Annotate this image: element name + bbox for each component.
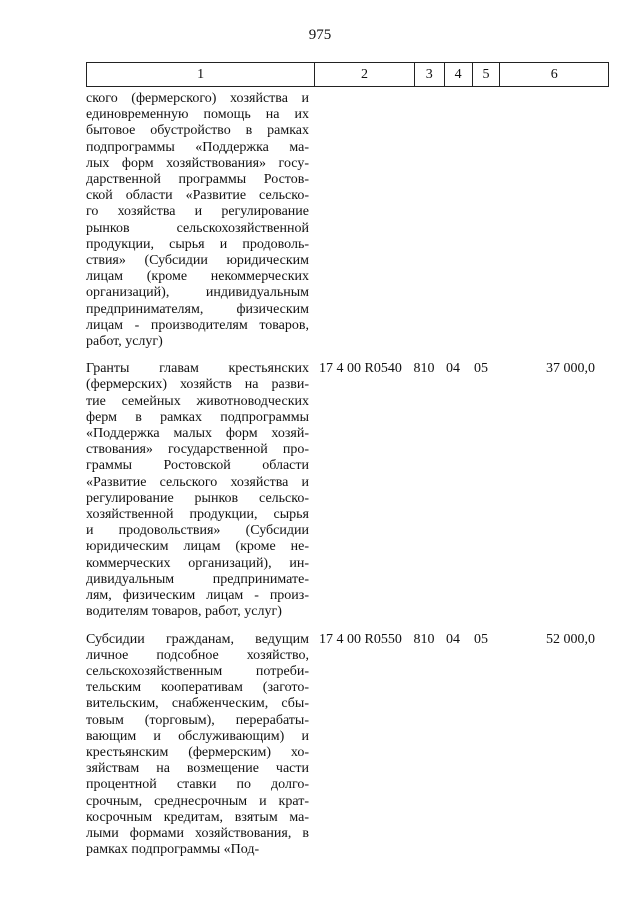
amount-value: [495, 91, 603, 350]
description-line: рамках подпрограммы «Под-: [86, 842, 260, 858]
description-line: срочным, среднесрочным и крат-: [86, 793, 309, 809]
subsection-code: 05: [474, 631, 488, 647]
description-line: ствования» государственной про-: [86, 442, 309, 458]
description-line: «Поддержка малых форм хозяй-: [86, 426, 309, 442]
description-line: бытовое обустройство в рамках: [86, 123, 309, 139]
description-line: лых форм хозяйствования» госу-: [86, 155, 309, 171]
description-line: Гранты главам крестьянских: [86, 361, 309, 377]
description-line: личное подсобное хозяйство,: [86, 647, 309, 663]
row-description: [86, 91, 309, 350]
description-line: ского (фермерского) хозяйства и: [86, 91, 309, 106]
description-line: хозяйственной продукции, сырья: [86, 507, 309, 523]
description-line: юридическим лицам (кроме не-: [86, 539, 309, 555]
description-line: продукции, сырья и продоволь-: [86, 236, 309, 252]
section-code: 04: [446, 361, 460, 377]
expense-type-code: 810: [413, 631, 435, 647]
description-line: коммерческих организаций), ин-: [86, 555, 309, 571]
description-line: косрочным кредитам, взятым ма-: [86, 809, 309, 825]
description-line: и продовольствия» (Субсидии: [86, 523, 309, 539]
description-line: регулирование рынков сельско-: [86, 490, 309, 506]
column-header-2: 2: [315, 63, 415, 86]
section-code: [439, 91, 467, 350]
column-header-5: 5: [473, 63, 501, 86]
description-line: «Развитие сельского хозяйства и: [86, 474, 309, 490]
description-line: вающим и обслуживающим) и: [86, 728, 309, 744]
column-header-1: 1: [87, 63, 315, 86]
expense-type-code: [409, 91, 439, 350]
description-line: ствия» (Субсидии юридическим: [86, 253, 309, 269]
description-line: ферм в рамках подпрограммы: [86, 409, 309, 425]
table-row: [86, 361, 609, 620]
expense-type-code: 810: [413, 361, 435, 377]
description-line: работ, услуг): [86, 334, 163, 350]
description-line: процентной ставки по долго-: [86, 777, 309, 793]
description-line: го хозяйства и регулирование: [86, 204, 309, 220]
description-line: дивидуальным предпринимате-: [86, 571, 309, 587]
description-line: подпрограммы «Поддержка ма-: [86, 139, 309, 155]
description-line: (фермерских) хозяйств на разви-: [86, 377, 309, 393]
subsection-code: 05: [474, 361, 488, 377]
page-number: 975: [308, 27, 332, 43]
amount-value: 37 000,0: [546, 361, 595, 377]
description-line: лицам (кроме некоммерческих: [86, 269, 309, 285]
description-line: сельскохозяйственным потреби-: [86, 663, 309, 679]
description-line: лицам - производителям товаров,: [86, 317, 309, 333]
column-header-6: 6: [550, 66, 558, 82]
description-line: организаций), индивидуальным: [86, 285, 309, 301]
description-line: товым (торговым), перерабаты-: [86, 712, 309, 728]
section-code: 04: [446, 631, 460, 647]
description-line: тельским кооперативам (загото-: [86, 680, 309, 696]
description-line: граммы Ростовской области: [86, 458, 309, 474]
subsection-code: [467, 91, 495, 350]
amount-value: 52 000,0: [546, 631, 595, 647]
description-line: рынков сельскохозяйственной: [86, 220, 309, 236]
description-line: Субсидии гражданам, ведущим: [86, 631, 309, 647]
description-line: лям, физическим лицам - произ-: [86, 588, 309, 604]
description-line: водителям товаров, работ, услуг): [86, 604, 282, 620]
description-line: дарственной программы Ростов-: [86, 172, 309, 188]
description-line: зяйствам на возмещение части: [86, 761, 309, 777]
description-line: единовременную помощь на их: [86, 107, 309, 123]
description-line: ской области «Развитие сельско-: [86, 188, 309, 204]
column-header-3: 3: [415, 63, 445, 86]
description-line: тие семейных животноводческих: [86, 393, 309, 409]
description-line: предпринимателям, физическим: [86, 301, 309, 317]
row-description: [86, 361, 309, 620]
description-line: крестьянским (фермерским) хо-: [86, 744, 309, 760]
target-article-code: [309, 91, 409, 350]
column-header-4: 4: [445, 63, 473, 86]
row-description: [86, 632, 309, 859]
description-line: вительским, снабженческим, сбы-: [86, 696, 309, 712]
table-row: [86, 632, 609, 859]
target-article-code: 17 4 00 R0550: [319, 631, 402, 647]
table-row: [86, 91, 609, 350]
table-body: [86, 91, 609, 869]
target-article-code: 17 4 00 R0540: [319, 361, 402, 377]
table-header-row: [86, 62, 609, 87]
description-line: лыми формами хозяйствования, в: [86, 825, 309, 841]
